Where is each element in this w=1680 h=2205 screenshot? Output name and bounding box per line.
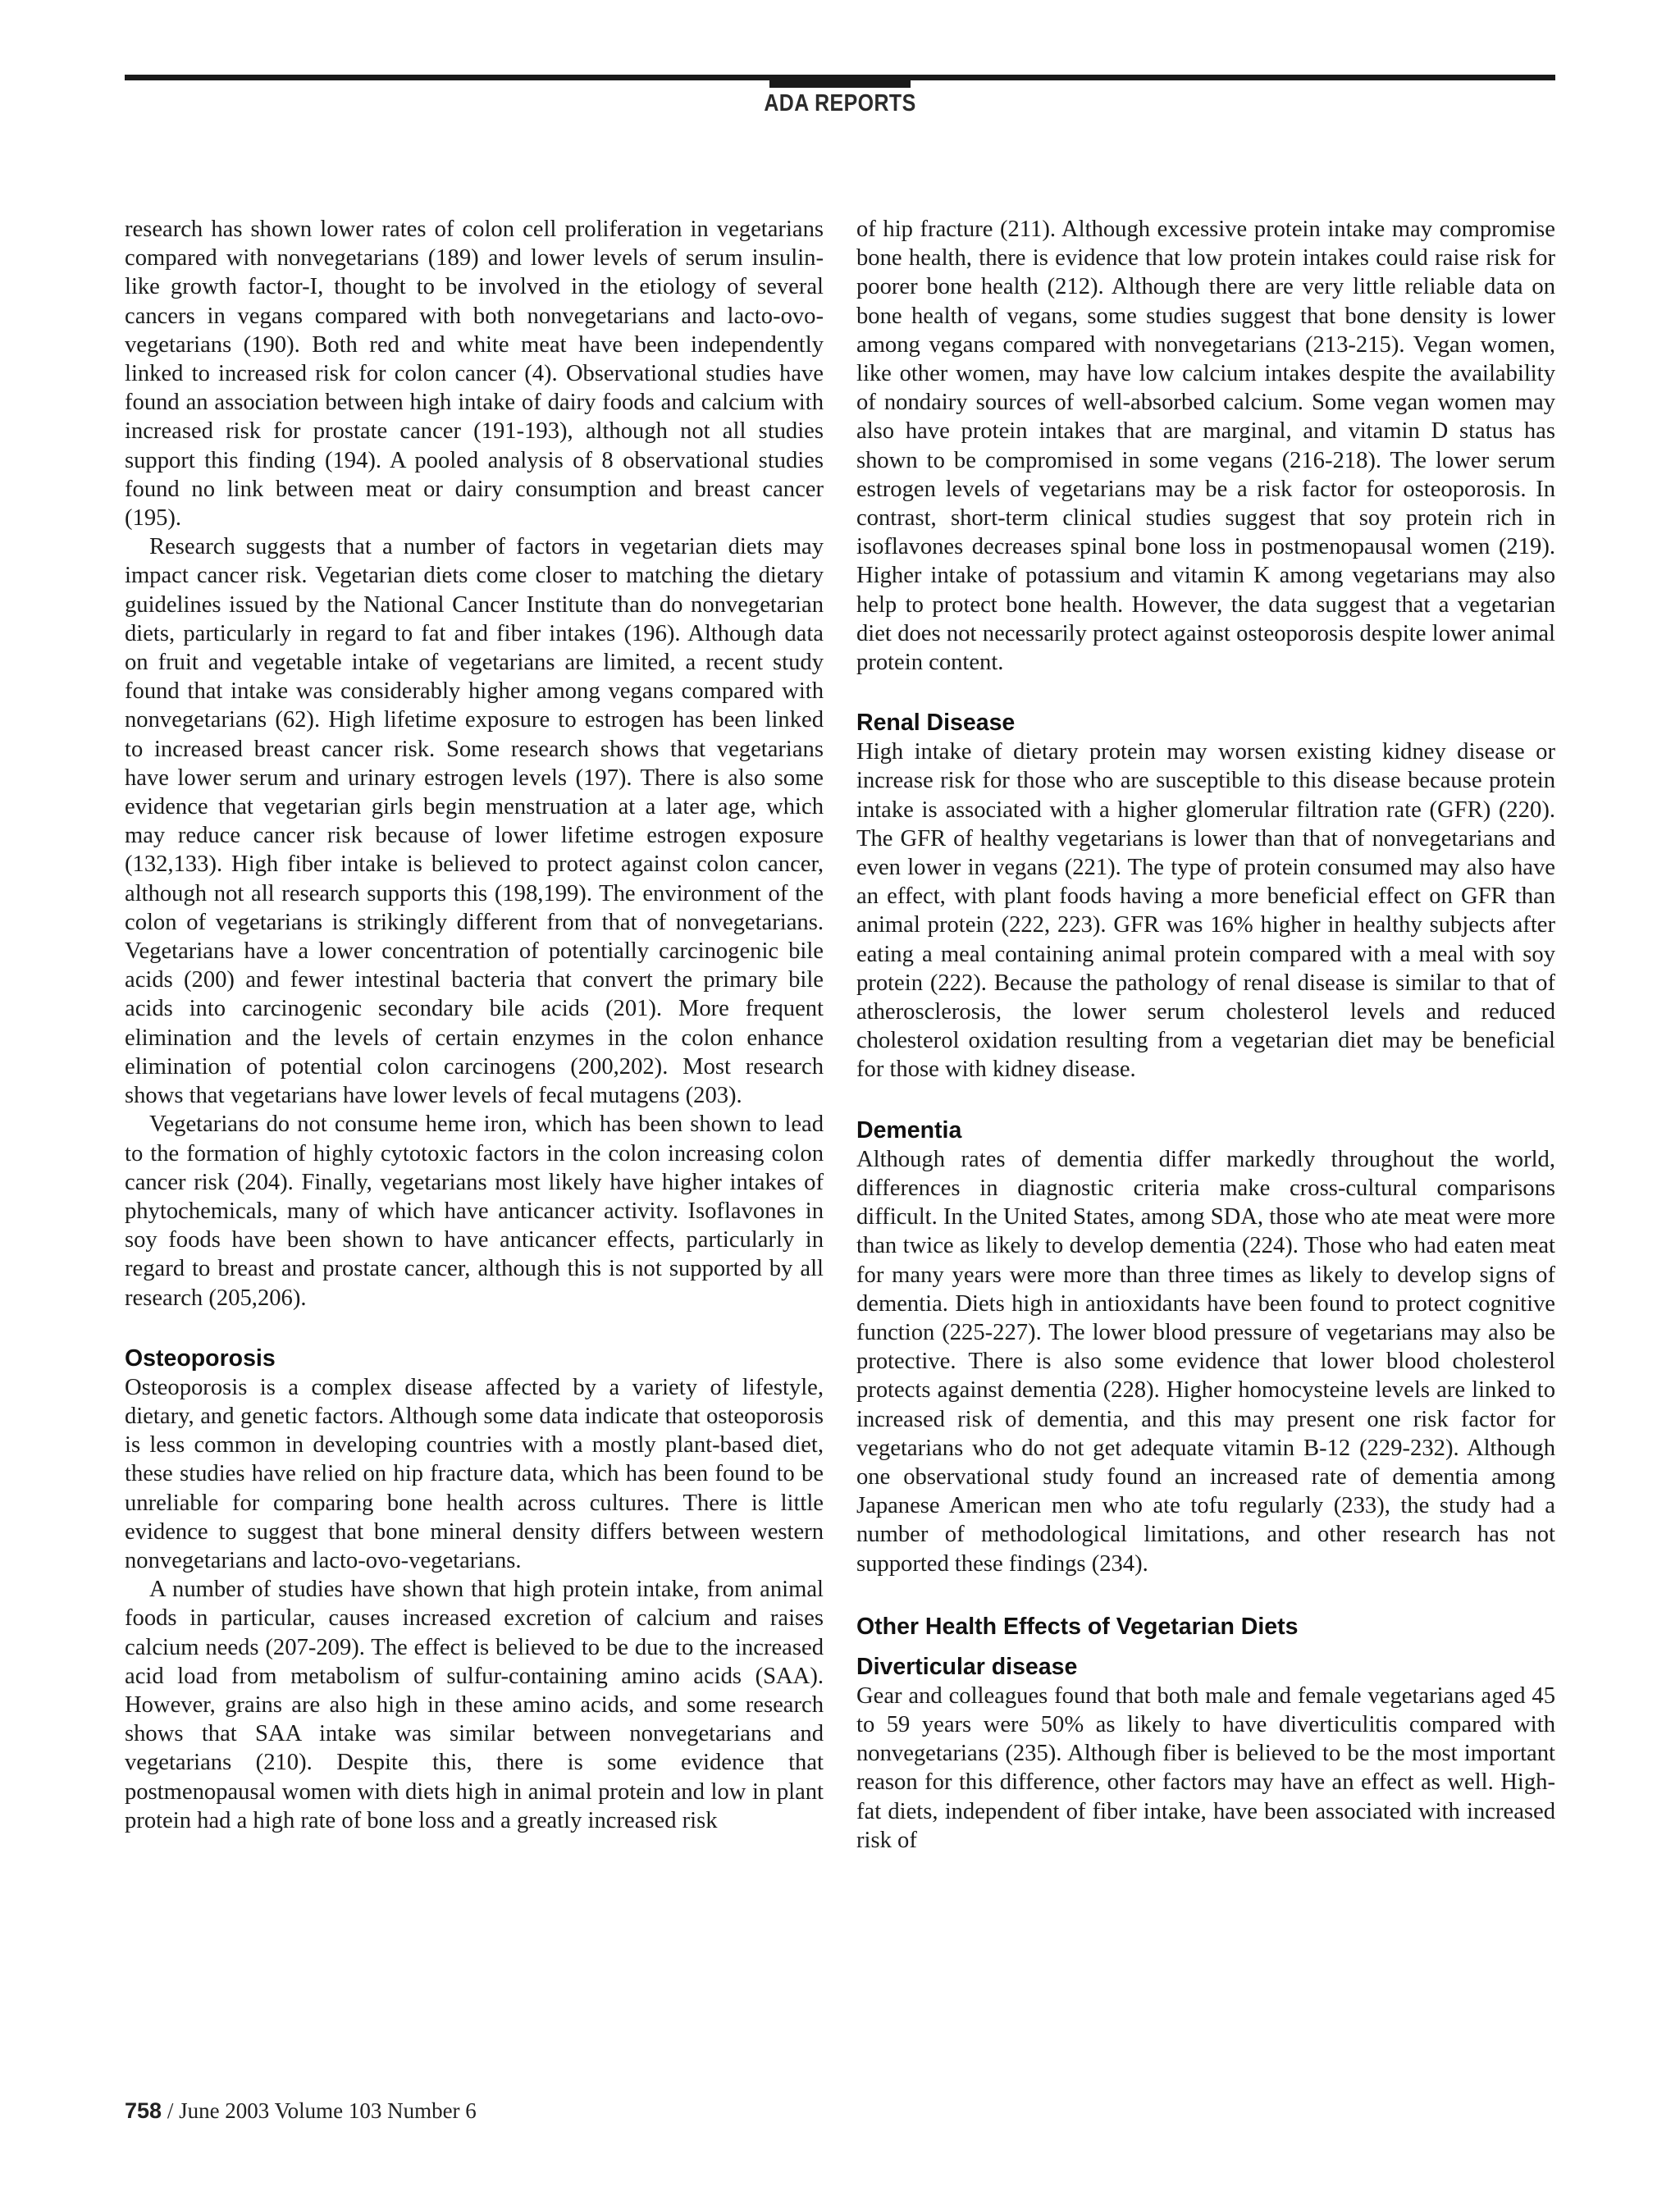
paragraph: Gear and colleagues found that both male and female vegetarians aged 45 to 59 years were 50% as likely to have diverticulitis compared with nonvegetarians (235). Although fiber is believed to be the most important reason for this difference, other factors may have an effect as well. High-fat diets, independent of fiber intake, have been associated with increased risk of	[856, 1682, 1555, 1853]
paragraph: Osteoporosis is a complex disease affected by a variety of lifestyle, dietary, and genetic factors. Although some data indicate that osteoporosis is less common in developing countries with a mostly plant-based diet, these studies have relied on hip fracture data, which has been found to be unreliable for comparing bone health across cultures. There is little evidence to suggest that bone mineral density differs between western nonvegetarians and lacto-ovo-vegetarians.	[125, 1374, 824, 1573]
paragraph: Although rates of dementia differ markedly throughout the world, differences in diagnostic criteria make cross-cultural comparisons difficult. In the United States, among SDA, those who ate meat were more than twice as likely to develop dementia (224). Those who had eaten meat for many years were more than three times as likely to develop signs of dementia. Diets high in antioxidants have been found to protect cognitive function (225-227). The lower blood pressure of vegetarians may also be protective. There is also some evidence that lower blood cholesterol protects against dementia (228). Higher homocysteine levels are linked to increased risk of dementia, and this may present one risk factor for vegetarians who do not get adequate vitamin B-12 (229-232). Although one observational study found an increased rate of dementia among Japanese American men who ate tofu regularly (233), the study had a number of methodological limitations, and other research has not supported these findings (234).	[856, 1146, 1555, 1577]
page-number: 758	[125, 2098, 162, 2123]
paragraph: of hip fracture (211). Although excessive protein intake may compromise bone health, there is evidence that low protein intakes could raise risk for poorer bone health (212). Although there are very little reliable data on bone health of vegans, some studies suggest that bone density is lower among vegans compared with nonvegetarians (213-215). Vegan women, like other women, may have low calcium intakes despite the availability of nondairy sources of well-absorbed calcium. Some vegan women may also have protein intakes that are marginal, and vitamin D status has shown to be compromised in some vegans (216-218). The lower serum estrogen levels of vegetarians may be a risk factor for osteoporosis. In contrast, short-term clinical studies suggest that soy protein rich in isoflavones decreases spinal bone loss in postmenopausal women (219). Higher intake of potassium and vitamin K among vegetarians may also help to protect bone health. However, the data suggest that a vegetarian diet does not necessarily protect against osteoporosis despite lower animal protein content.	[856, 217, 1555, 676]
left-column	[125, 215, 824, 1835]
page-footer	[125, 2098, 477, 2124]
section-heading-renal-disease: Renal Disease	[856, 710, 1016, 737]
header-tab-bar	[769, 80, 911, 88]
subsection-heading-diverticular-disease: Diverticular disease	[856, 1653, 1078, 1680]
right-column	[856, 215, 1555, 1855]
header-rule	[125, 75, 1555, 80]
paragraph: Vegetarians do not consume heme iron, which has been shown to lead to the formation of highly cytotoxic factors in the colon increasing colon cancer risk (204). Finally, vegetarians most likely have higher intakes of phytochemicals, many of which have anticancer activity. Isoflavones in soy foods have been shown to have anticancer effects, particularly in regard to breast and prostate cancer, although this is not supported by all research (205,206).	[125, 1112, 824, 1311]
running-head: ADA REPORTS	[764, 90, 916, 116]
section-heading-dementia: Dementia	[856, 1116, 962, 1144]
paragraph: Research suggests that a number of factors in vegetarian diets may impact cancer risk. Vegetarian diets come closer to matching the dietary guidelines issued by the National Cancer Institute than do nonvegetarian diets, particularly in regard to fat and fiber intakes (196). Although data on fruit and vegetable intake of vegetarians are limited, a recent study found that intake was considerably higher among vegans compared with nonvegetarians (62). High lifetime exposure to estrogen has been linked to increased breast cancer risk. Some research shows that vegetarians have lower serum and urinary estrogen levels (197). There is also some evidence that vegetarian girls begin menstruation at a later age, which may reduce cancer risk because of lower lifetime estrogen exposure (132,133). High fiber intake is believed to protect against colon cancer, although not all research supports this (198,199). The environment of the colon of vegetarians is strikingly different from that of nonvegetarians. Vegetarians have a lower concentration of potentially carcinogenic bile acids (200) and fewer intestinal bacteria that convert the primary bile acids into carcinogenic secondary bile acids (201). More frequent elimination and the levels of certain enzymes in the colon enhance elimination of potential colon carcinogens (200,202). Most research shows that vegetarians have lower levels of fecal mutagens (203).	[125, 534, 824, 1109]
paragraph: A number of studies have shown that high protein intake, from animal foods in particular, causes increased excretion of calcium and raises calcium needs (207-209). The effect is believed to be due to the increased acid load from metabolism of sulfur-containing amino acids (SAA). However, grains are also high in these amino acids, and some research shows that SAA intake was similar between nonvegetarians and vegetarians (210). Despite this, there is some evidence that postmenopausal women with diets high in animal protein and low in plant protein had a high rate of bone loss and a greatly increased risk	[125, 1577, 824, 1833]
paragraph: High intake of dietary protein may worsen existing kidney disease or increase risk for those who are susceptible to this disease because protein intake is associated with a higher glomerular filtration rate (GFR) (220). The GFR of healthy vegetarians is lower than that of nonvegetarians and even lower in vegans (221). The type of protein consumed may also have an effect, with plant foods having a more beneficial effect on GFR than animal protein (222, 223). GFR was 16% higher in healthy subjects after eating a meal containing animal protein compared with a meal with soy protein (222). Because the pathology of renal disease is similar to that of atherosclerosis, the lower serum cholesterol levels and reduced cholesterol oxidation resulting from a vegetarian diet may be beneficial for those with kidney disease.	[856, 739, 1555, 1083]
issue-info: / June 2003 Volume 103 Number 6	[162, 2098, 477, 2123]
section-heading-other-health-effects: Other Health Effects of Vegetarian Diets	[856, 1613, 1299, 1640]
section-heading-osteoporosis: Osteoporosis	[125, 1344, 276, 1372]
paragraph: research has shown lower rates of colon cell proliferation in vegetarians compared with nonvegetarians (189) and lower levels of serum insulin-like growth factor-I, thought to be involved in the etiology of several cancers in vegans compared with both nonvegetarians and lacto-ovo-vegetarians (190). Both red and white meat have been independently linked to increased risk for colon cancer (4). Observational studies have found an association between high intake of dairy foods and calcium with increased risk for prostate cancer (191-193), although not all studies support this finding (194). A pooled analysis of 8 observational studies found no link between meat or dairy consumption and breast cancer (195).	[125, 217, 824, 532]
